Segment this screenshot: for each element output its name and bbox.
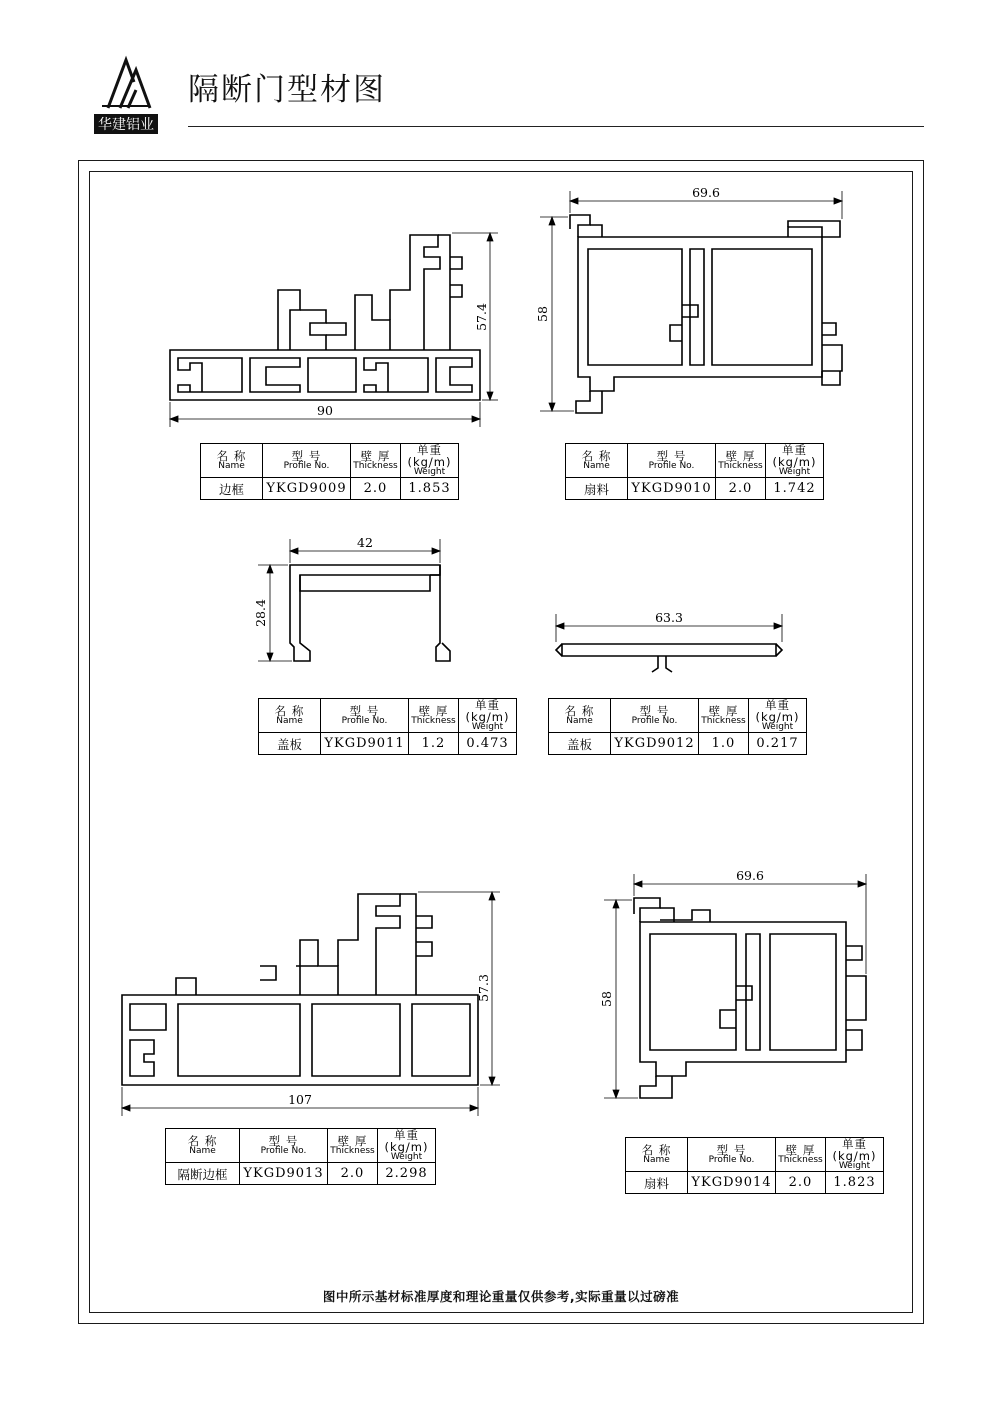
cell-weight: 0.217 [749, 733, 807, 755]
header-name: 名 称 Name [166, 1129, 240, 1163]
profile-drawing-ykgd9012 [540, 600, 820, 690]
cell-thickness: 2.0 [351, 478, 401, 500]
dimension-width-ykgd9013: 107 [288, 1092, 312, 1107]
table-header-row [549, 699, 807, 733]
cell-model: YKGD9009 [263, 478, 351, 500]
table-header-row [201, 444, 459, 478]
dimension-width-ykgd9009: 90 [317, 403, 333, 418]
cell-model: YKGD9011 [321, 733, 409, 755]
spec-table-ykgd9014 [625, 1137, 884, 1194]
dimension-width-ykgd9010: 69.6 [692, 185, 720, 200]
header-weight: 单重(kg/m) Weight [749, 699, 807, 733]
header-model: 型 号 Profile No. [628, 444, 716, 478]
svg-text:华建铝业: 华建铝业 [98, 117, 154, 133]
header-model: 型 号 Profile No. [240, 1129, 328, 1163]
spec-table-ykgd9010 [565, 443, 824, 500]
header-model: 型 号 Profile No. [263, 444, 351, 478]
dimension-height-ykgd9009: 57.4 [474, 303, 489, 331]
header-name: 名 称 Name [626, 1138, 688, 1172]
header-model: 型 号 Profile No. [321, 699, 409, 733]
table-header-row [166, 1129, 436, 1163]
cell-name: 扇料 [626, 1172, 688, 1194]
table-header-row [259, 699, 517, 733]
spec-table-ykgd9009 [200, 443, 459, 500]
table-row [166, 1163, 436, 1185]
table-header-row [566, 444, 824, 478]
header-name: 名 称 Name [549, 699, 611, 733]
cell-name: 盖板 [549, 733, 611, 755]
table-row [549, 733, 807, 755]
profile-drawing-ykgd9011 [250, 535, 500, 685]
cell-thickness: 2.0 [776, 1172, 826, 1194]
cell-name: 盖板 [259, 733, 321, 755]
cell-weight: 1.742 [766, 478, 824, 500]
cell-thickness: 1.2 [409, 733, 459, 755]
header-thickness: 壁 厚 Thickness [328, 1129, 378, 1163]
dimension-width-ykgd9012: 63.3 [655, 610, 683, 625]
header-name: 名 称 Name [566, 444, 628, 478]
table-row [566, 478, 824, 500]
header-thickness: 壁 厚 Thickness [409, 699, 459, 733]
cell-thickness: 2.0 [716, 478, 766, 500]
header-thickness: 壁 厚 Thickness [776, 1138, 826, 1172]
spec-table-ykgd9013 [165, 1128, 436, 1185]
cell-weight: 2.298 [378, 1163, 436, 1185]
cell-model: YKGD9013 [240, 1163, 328, 1185]
profile-drawing-ykgd9014 [599, 868, 900, 1130]
cell-model: YKGD9010 [628, 478, 716, 500]
page-header [78, 40, 924, 140]
profile-drawing-ykgd9009 [150, 195, 530, 435]
dimension-height-ykgd9013: 57.3 [476, 974, 491, 1002]
table-row [626, 1172, 884, 1194]
header-model: 型 号 Profile No. [611, 699, 699, 733]
cell-name: 隔断边框 [166, 1163, 240, 1185]
header-name: 名 称 Name [259, 699, 321, 733]
cell-weight: 1.853 [401, 478, 459, 500]
cell-weight: 1.823 [826, 1172, 884, 1194]
spec-table-ykgd9011 [258, 698, 517, 755]
dimension-height-ykgd9014: 58 [599, 991, 614, 1007]
dimension-width-ykgd9014: 69.6 [736, 868, 764, 883]
header-weight: 单重(kg/m) Weight [459, 699, 517, 733]
cell-name: 扇料 [566, 478, 628, 500]
spec-table-ykgd9012 [548, 698, 807, 755]
header-thickness: 壁 厚 Thickness [716, 444, 766, 478]
header-weight: 单重(kg/m) Weight [766, 444, 824, 478]
cell-thickness: 2.0 [328, 1163, 378, 1185]
cell-thickness: 1.0 [699, 733, 749, 755]
cell-model: YKGD9012 [611, 733, 699, 755]
table-row [259, 733, 517, 755]
header-weight: 单重(kg/m) Weight [826, 1138, 884, 1172]
dimension-height-ykgd9010: 58 [535, 306, 550, 322]
header-weight: 单重(kg/m) Weight [401, 444, 459, 478]
header-divider [188, 126, 924, 127]
company-logo [78, 42, 174, 138]
header-weight: 单重(kg/m) Weight [378, 1129, 436, 1163]
header-thickness: 壁 厚 Thickness [699, 699, 749, 733]
header-thickness: 壁 厚 Thickness [351, 444, 401, 478]
table-header-row [626, 1138, 884, 1172]
dimension-height-ykgd9011: 28.4 [253, 599, 268, 627]
page-title: 隔断门型材图 [188, 72, 386, 108]
profile-drawing-ykgd9010 [530, 185, 860, 435]
header-name: 名 称 Name [201, 444, 263, 478]
cell-weight: 0.473 [459, 733, 517, 755]
cell-name: 边框 [201, 478, 263, 500]
footnote-text: 图中所示基材标准厚度和理论重量仅供参考,实际重量以过磅准 [322, 1289, 680, 1304]
header-model: 型 号 Profile No. [688, 1138, 776, 1172]
table-row [201, 478, 459, 500]
cell-model: YKGD9014 [688, 1172, 776, 1194]
dimension-width-ykgd9011: 42 [357, 535, 373, 550]
profile-drawing-ykgd9013 [100, 880, 550, 1130]
